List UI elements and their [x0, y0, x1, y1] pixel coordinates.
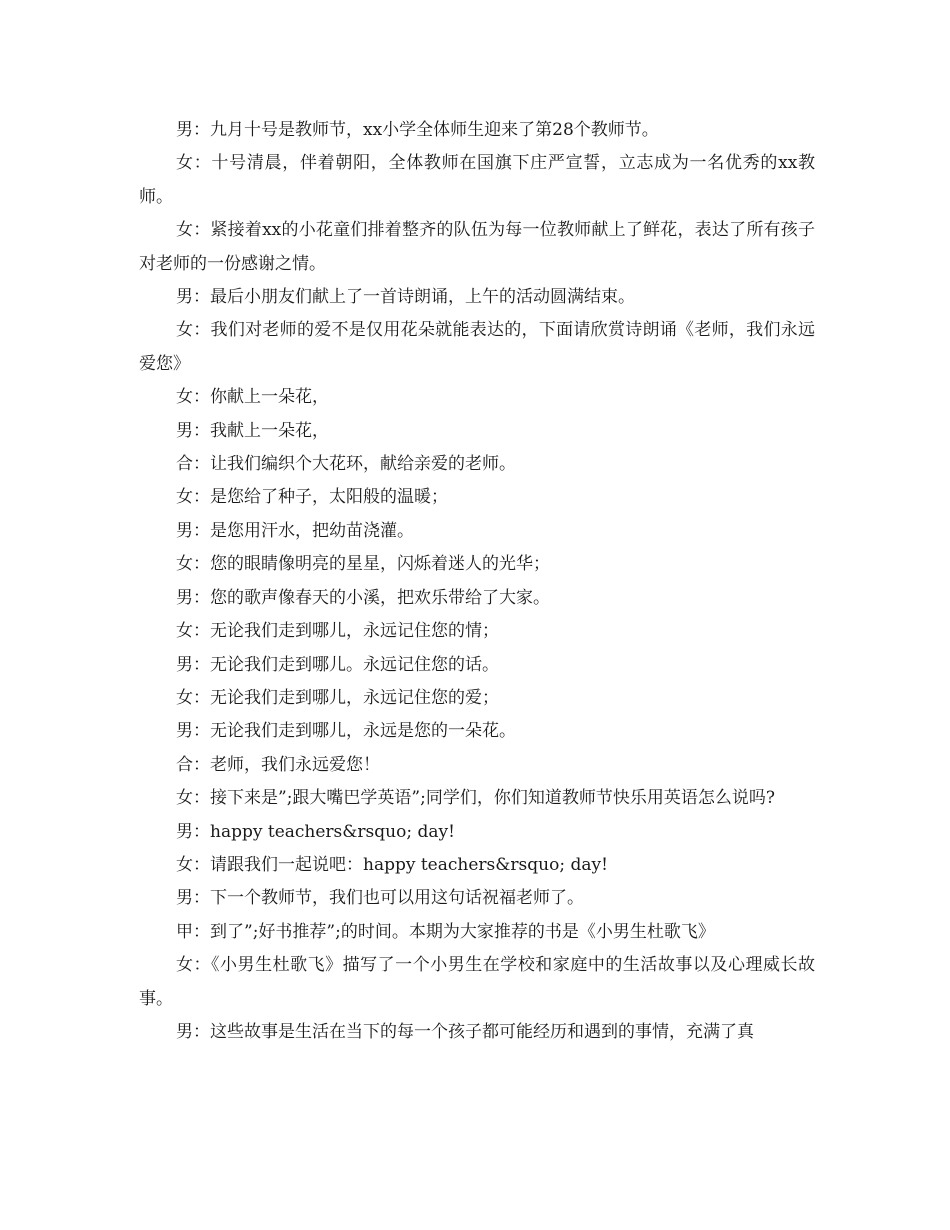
- paragraph: 男：您的歌声像春天的小溪，把欢乐带给了大家。: [176, 587, 550, 608]
- paragraph: 合：老师，我们永远爱您！: [176, 754, 380, 775]
- paragraph: 女：您的眼睛像明亮的星星，闪烁着迷人的光华；: [176, 554, 550, 575]
- paragraph: 女：《小男生杜歌飞》描写了一个小男生在学校和家庭中的生活故事以及心理威长故事。: [139, 955, 815, 1009]
- paragraph: 合：让我们编织个大花环，献给亲爱的老师。: [176, 454, 516, 475]
- paragraph: 男：无论我们走到哪儿。永远记住您的话。: [176, 654, 499, 675]
- paragraph: 男：最后小朋友们献上了一首诗朗诵，上午的活动圆满结束。: [176, 287, 635, 308]
- paragraph: 男：九月十号是教师节，xx小学全体师生迎来了第28个教师节。: [176, 120, 659, 140]
- paragraph: 男：下一个教师节，我们也可以用这句话祝福老师了。: [176, 888, 584, 909]
- paragraph: 女：接下来是”;跟大嘴巴学英语”;同学们，你们知道教师节快乐用英语怎么说吗?: [176, 788, 775, 809]
- paragraph: 女：十号清晨，伴着朝阳，全体教师在国旗下庄严宣誓，立志成为一名优秀的xx教师。: [139, 153, 815, 207]
- paragraph: 男：这些故事是生活在当下的每一个孩子都可能经历和遇到的事情，充满了真: [176, 1021, 754, 1042]
- paragraph: 男：happy teachers&rsquo; day!: [176, 821, 455, 842]
- document-body: [139, 114, 815, 1049]
- paragraph: 男：无论我们走到哪儿，永远是您的一朵花。: [176, 721, 516, 742]
- paragraph: 男：是您用汗水，把幼苗浇灌。: [176, 520, 414, 541]
- paragraph: 女：是您给了种子，太阳般的温暖；: [176, 487, 448, 508]
- paragraph: 女：无论我们走到哪儿，永远记住您的爱；: [176, 687, 499, 708]
- paragraph: 男：我献上一朵花，: [176, 420, 329, 441]
- paragraph: 女：你献上一朵花，: [176, 387, 329, 408]
- paragraph: 女：我们对老师的爱不是仅用花朵就能表达的，下面请欣赏诗朗诵《老师，我们永远爱您》: [139, 320, 815, 374]
- paragraph: 女：无论我们走到哪儿，永远记住您的情；: [176, 621, 499, 642]
- paragraph: 女：请跟我们一起说吧：happy teachers&rsquo; day!: [176, 854, 608, 875]
- paragraph: 女：紧接着xx的小花童们排着整齐的队伍为每一位教师献上了鲜花，表达了所有孩子对老师的一份感谢之情。: [139, 220, 815, 274]
- paragraph: 甲：到了”;好书推荐”;的时间。本期为大家推荐的书是《小男生杜歌飞》: [176, 921, 715, 942]
